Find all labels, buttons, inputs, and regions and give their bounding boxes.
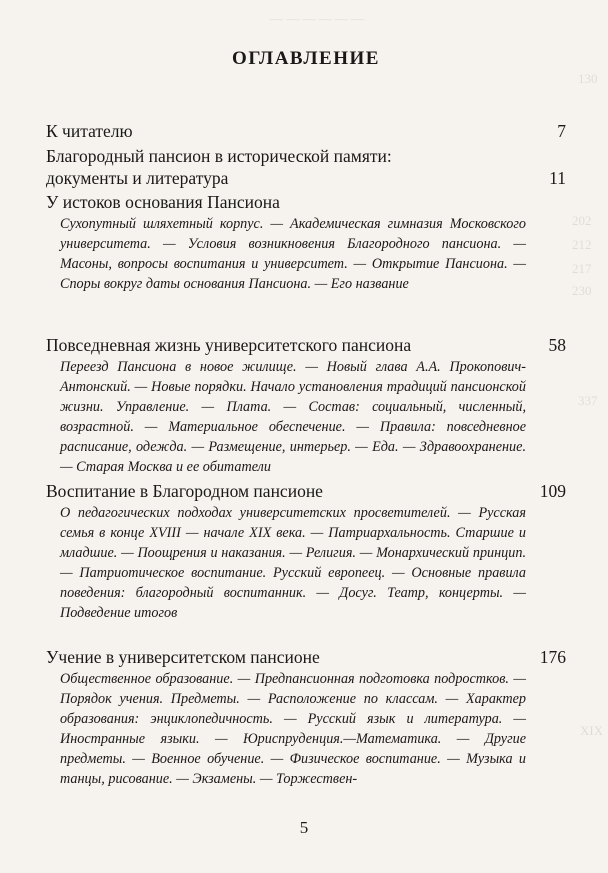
entry-page: 176	[539, 647, 566, 667]
bleed-through-text: 217	[572, 261, 592, 276]
entry-page: 109	[539, 481, 566, 501]
entry-description: О педагогических подходах университетских просветителей. — Русская семья в конце XVIII — начале XIX века. — Патриархальность. Старшие и младшие. — Поощрения и наказания. — Религия. — Монархический принцип. — Патриотическое воспитание. Русский европеец. — Основные правила поведения: благородный воспитанник. — Досуг. Театр, концерты. — Подведение итогов	[60, 505, 526, 621]
entry-title: Благородный пансион в исторической памяти: документы и литература	[46, 146, 392, 188]
bleed-through-text: 212	[572, 237, 592, 252]
bleed-through-text: 130	[578, 71, 598, 86]
bleed-through-text: XIX	[580, 723, 604, 738]
page-number: 5	[299, 818, 309, 837]
toc-entry	[46, 120, 566, 142]
toc-entry	[46, 646, 566, 789]
bleed-through-text: 202	[572, 213, 592, 228]
entry-description: Переезд Пансиона в новое жилище. — Новый глава А.А. Прокопович-Антонский. — Новые порядки. Начало установления традиций пансионской жизни. Управление. — Плата. — Состав: социальный, численный, возрастной. — Материальное обеспечение. — Правила: повседневное расписание, одежда. — Размещение, интерьер. — Еда. — Здравоохранение. — Старая Москва и ее обитатели	[60, 359, 526, 475]
entry-title: Воспитание в Благородном пансионе	[46, 481, 323, 501]
bleed-through-text: — — — — — —	[270, 11, 365, 26]
entry-page: 11	[549, 168, 566, 188]
entry-title: У истоков основания Пансиона	[46, 192, 280, 212]
entry-title: Учение в университетском пансионе	[46, 647, 320, 667]
toc-entry	[46, 334, 566, 477]
entry-title: Повседневная жизнь университетского пансиона	[46, 335, 412, 355]
entry-page: 58	[548, 335, 566, 355]
toc-entry	[46, 480, 566, 623]
entry-title: К читателю	[46, 121, 133, 141]
bleed-through-text: 337	[578, 393, 598, 408]
bleed-through-text: 230	[572, 283, 592, 298]
entry-page: 7	[557, 121, 566, 141]
toc-title: ОГЛАВЛЕНИЕ	[232, 48, 380, 69]
toc-entry	[46, 191, 566, 294]
entry-description: Общественное образование. — Предпансионная подготовка подростков. — Порядок учения. Предметы. — Расположение по классам. — Характер образования: энциклопедичность. — Русский язык и литература. — Иностранные языки. — Юриспруденция.—Математика. — Другие предметы. — Военное обучение. — Физическое воспитание. — Музыка и танцы, рисование. — Экзамены. — Торжествен-	[60, 671, 526, 787]
entry-description: Сухопутный шляхетный корпус. — Академическая гимназия Московского университета. — Условия возникновения Благородного пансиона. — Масоны, вопросы воспитания и университет. — Открытие Пансиона. — Споры вокруг даты основания Пансиона. — Его название	[60, 216, 526, 292]
toc-entry	[46, 145, 566, 189]
